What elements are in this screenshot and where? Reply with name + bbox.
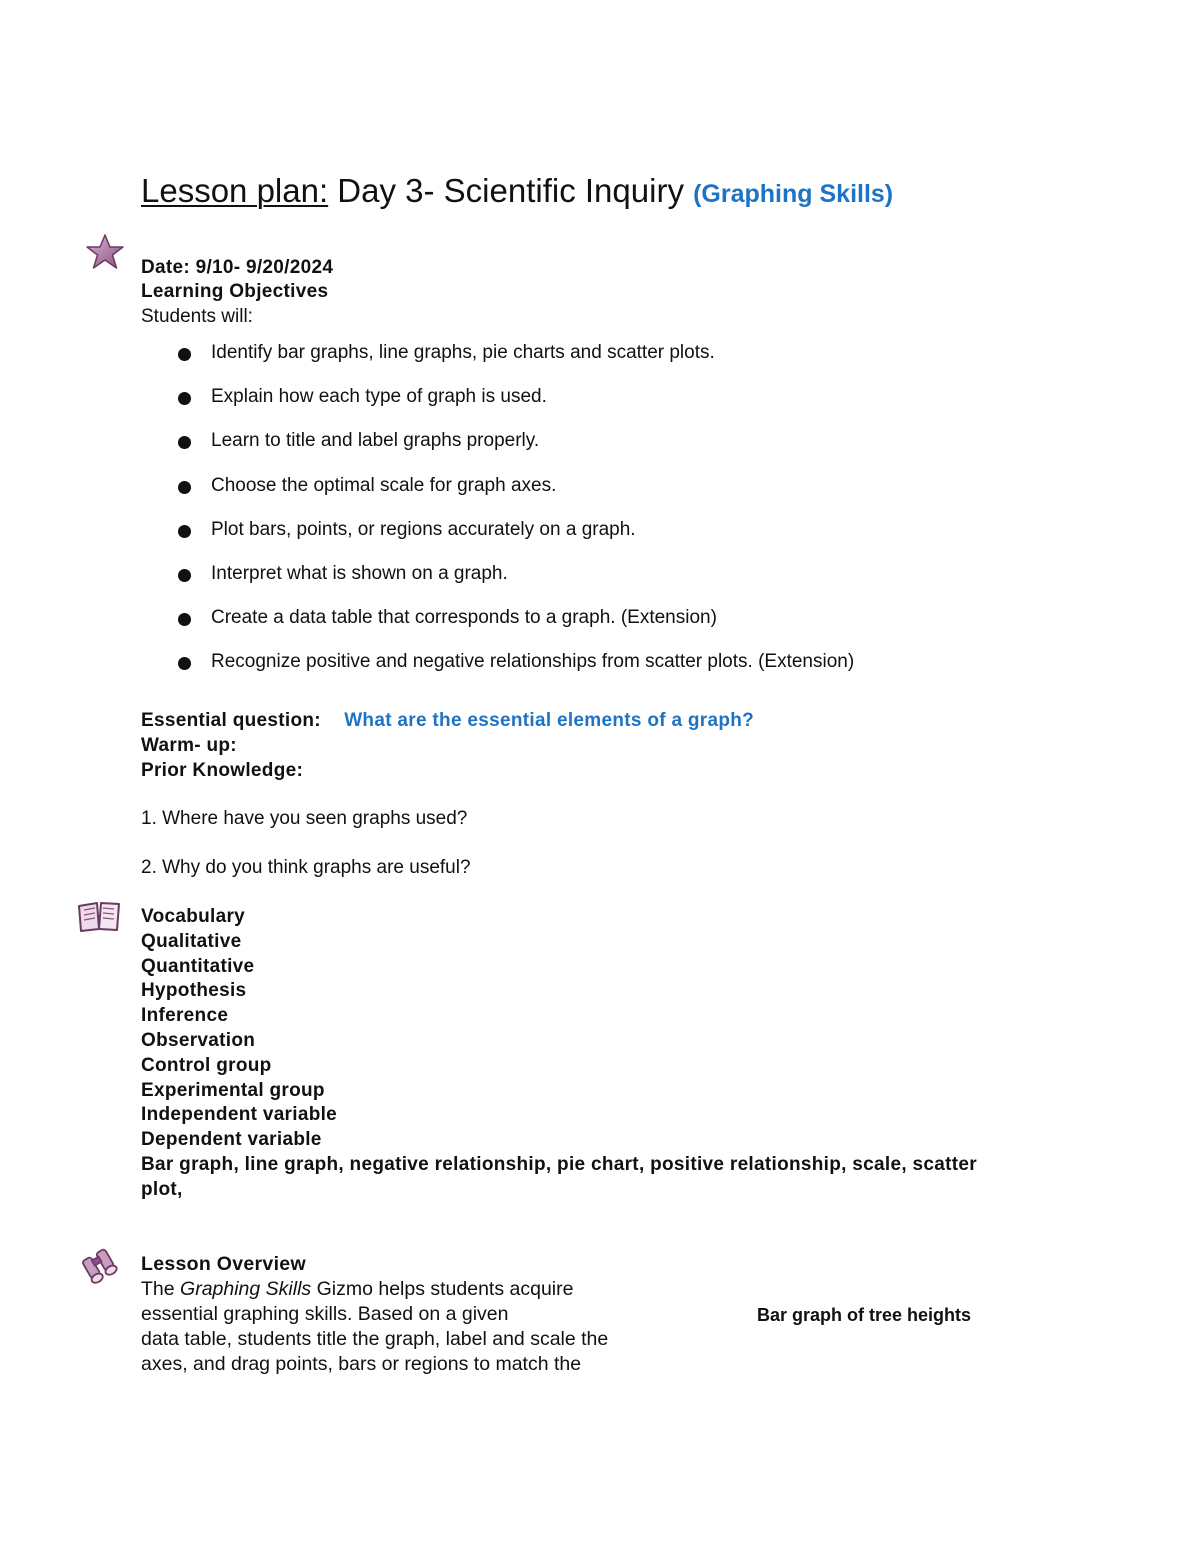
list-item: Interpret what is shown on a graph. — [176, 561, 854, 605]
title-main: Day 3- Scientific Inquiry — [328, 172, 694, 209]
bullet-icon — [178, 525, 191, 538]
overview-text: The Graphing Skills Gizmo helps students acquire essential graphing skills. Based on a given data table, students title the graph, label and scale the axes, and drag points, bars or regions to match the — [141, 1278, 609, 1375]
lesson-overview-heading: Lesson Overview — [141, 1253, 306, 1275]
binoculars-icon — [78, 1245, 122, 1285]
bullet-icon — [178, 613, 191, 626]
gizmo-name: Graphing Skills — [180, 1278, 312, 1300]
objectives-list — [176, 340, 854, 694]
bullet-icon — [178, 436, 191, 449]
warmup-label: Warm- up: — [141, 735, 237, 756]
list-item: Learn to title and label graphs properly. — [176, 428, 854, 472]
vocabulary-term: Independent variable — [141, 1104, 338, 1126]
title-subtitle: (Graphing Skills) — [693, 180, 894, 208]
vocabulary-term: Bar graph, line graph, negative relationship, pie chart, positive relationship, scale, scatter — [141, 1153, 977, 1175]
prior-question-2: 2. Why do you think graphs are useful? — [141, 857, 471, 878]
objectives-heading: Learning Objectives — [141, 281, 329, 302]
essential-question — [141, 708, 754, 733]
bullet-icon — [178, 481, 191, 494]
vocabulary-term: Observation — [141, 1029, 256, 1051]
essential-question-label: Essential question: — [141, 710, 321, 731]
figure-caption: Bar graph of tree heights — [757, 1305, 972, 1325]
vocabulary-term: Quantitative — [141, 955, 255, 977]
page-title — [141, 172, 893, 210]
bullet-icon — [178, 569, 191, 582]
bullet-icon — [178, 348, 191, 361]
list-item: Explain how each type of graph is used. — [176, 384, 854, 428]
vocabulary-term: Control group — [141, 1054, 272, 1076]
vocabulary-term: Hypothesis — [141, 980, 247, 1002]
lesson-overview — [141, 1252, 681, 1377]
star-icon — [84, 233, 126, 271]
vocabulary-term: Qualitative — [141, 930, 242, 952]
book-icon — [76, 898, 122, 934]
essential-question-text: What are the essential elements of a graph? — [344, 710, 755, 731]
vocabulary-term: Experimental group — [141, 1079, 325, 1101]
list-item: Identify bar graphs, line graphs, pie charts and scatter plots. — [176, 340, 854, 384]
prior-question-1: 1. Where have you seen graphs used? — [141, 808, 468, 829]
vocabulary-section — [141, 905, 977, 1203]
list-item: Create a data table that corresponds to a graph. (Extension) — [176, 605, 854, 649]
objectives-intro: Students will: — [141, 306, 253, 327]
prior-knowledge-label: Prior Knowledge: — [141, 760, 304, 781]
list-item: Choose the optimal scale for graph axes. — [176, 473, 854, 517]
bullet-icon — [178, 392, 191, 405]
date-line: Date: 9/10- 9/20/2024 — [141, 257, 334, 278]
vocabulary-term: Inference — [141, 1005, 229, 1027]
list-item: Plot bars, points, or regions accurately on a graph. — [176, 517, 854, 561]
title-prefix: Lesson plan: — [141, 172, 329, 209]
list-item: Recognize positive and negative relationships from scatter plots. (Extension) — [176, 649, 854, 693]
vocabulary-term: plot, — [141, 1178, 183, 1200]
vocabulary-term: Dependent variable — [141, 1129, 322, 1151]
bullet-icon — [178, 657, 191, 670]
vocabulary-heading: Vocabulary — [141, 906, 246, 927]
